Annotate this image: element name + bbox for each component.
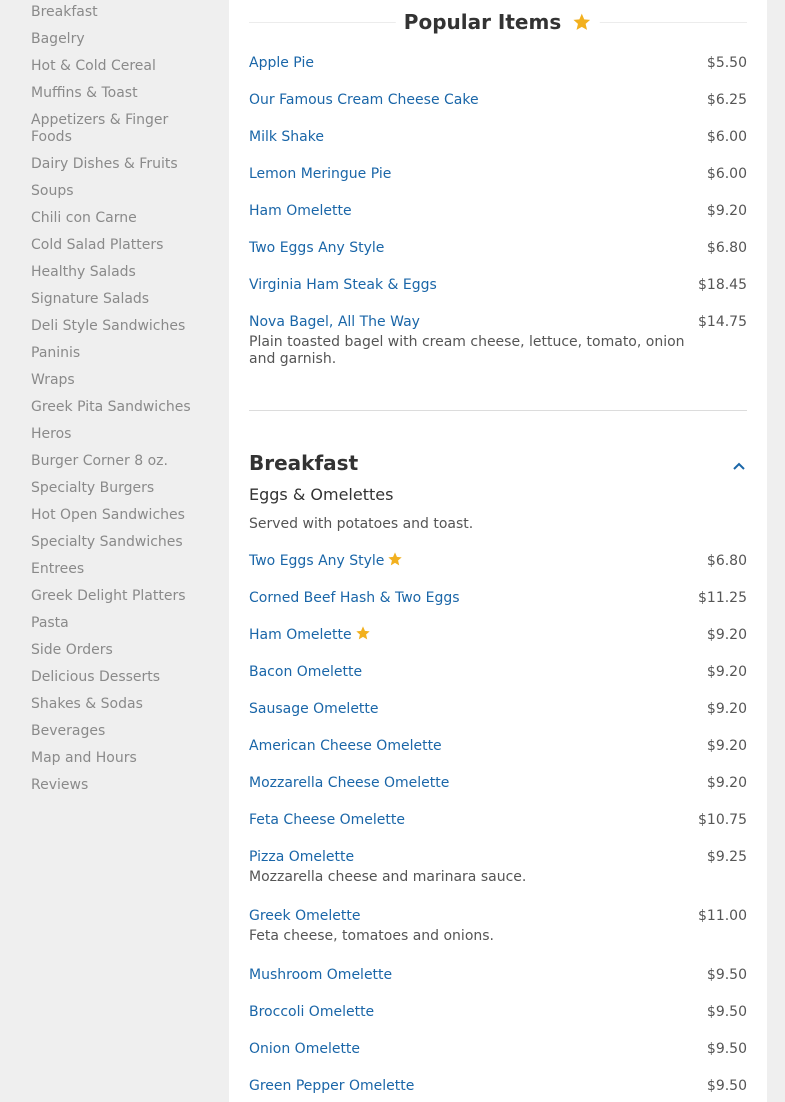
menu-item[interactable] [249, 773, 747, 793]
sidebar-item-greek-delight[interactable]: Greek Delight Platters [31, 588, 186, 604]
item-name[interactable]: Mushroom Omelette [249, 967, 393, 983]
item-name[interactable] [249, 551, 747, 571]
menu-item[interactable] [249, 736, 747, 756]
sidebar-item-paninis[interactable]: Paninis [31, 345, 81, 361]
item-price: $9.20 [706, 738, 747, 754]
sidebar-item-heros[interactable]: Heros [31, 426, 72, 442]
sidebar-item-breakfast[interactable]: Breakfast [31, 4, 98, 20]
item-price: $9.25 [706, 849, 747, 865]
menu-content [229, 0, 767, 1102]
star-icon [355, 625, 371, 641]
sidebar-item-muffins-toast[interactable]: Muffins & Toast [31, 85, 138, 101]
item-price: $9.20 [706, 203, 747, 219]
sidebar-item-wraps[interactable]: Wraps [31, 372, 75, 388]
item-price: $5.50 [706, 55, 747, 71]
sidebar-item-chili[interactable]: Chili con Carne [31, 210, 137, 226]
item-price: $10.75 [698, 812, 747, 828]
item-price: $9.50 [706, 967, 747, 983]
item-description: Plain toasted bagel with cream cheese, lettuce, tomato, onion and garnish. [249, 334, 685, 367]
menu-item[interactable] [249, 699, 747, 719]
item-price: $18.45 [698, 277, 747, 293]
item-price: $6.00 [706, 129, 747, 145]
sidebar-item-shakes-sodas[interactable]: Shakes & Sodas [31, 696, 143, 712]
item-name[interactable]: Nova Bagel, All The Way [249, 314, 420, 330]
item-name[interactable]: Sausage Omelette [249, 701, 379, 717]
menu-item[interactable] [249, 662, 747, 682]
item-description: Feta cheese, tomatoes and onions. [249, 928, 495, 944]
item-name[interactable]: Bacon Omelette [249, 664, 363, 680]
item-name[interactable]: Green Pepper Omelette [249, 1078, 415, 1094]
section-divider [249, 410, 747, 411]
subcategory-description: Served with potatoes and toast. [249, 516, 474, 532]
item-price: $11.00 [698, 908, 747, 924]
item-name[interactable]: Greek Omelette [249, 908, 361, 924]
popular-items-header [249, 0, 747, 44]
menu-item[interactable] [249, 625, 747, 645]
item-name[interactable]: Virginia Ham Steak & Eggs [249, 277, 437, 293]
sidebar-item-greek-pita[interactable]: Greek Pita Sandwiches [31, 399, 191, 415]
sidebar-item-deli-sandwiches[interactable]: Deli Style Sandwiches [31, 318, 186, 334]
category-sidebar [0, 0, 229, 1102]
sidebar-item-desserts[interactable]: Delicious Desserts [31, 669, 161, 685]
star-icon [387, 551, 403, 567]
menu-item[interactable] [249, 810, 747, 830]
item-name[interactable]: Corned Beef Hash & Two Eggs [249, 590, 460, 606]
menu-item[interactable] [249, 1076, 747, 1096]
popular-items-title: Popular Items [403, 10, 562, 34]
popular-item[interactable] [249, 238, 747, 258]
sidebar-item-hot-cold-cereal[interactable]: Hot & Cold Cereal [31, 58, 156, 74]
item-price: $9.20 [706, 701, 747, 717]
sidebar-item-burger-corner[interactable]: Burger Corner 8 oz. [31, 453, 168, 469]
popular-item[interactable] [249, 312, 747, 368]
item-name-text[interactable]: Two Eggs Any Style [249, 553, 385, 569]
popular-item[interactable] [249, 275, 747, 295]
item-name[interactable]: Apple Pie [249, 55, 314, 71]
item-name[interactable]: Two Eggs Any Style [249, 240, 385, 256]
star-icon [572, 12, 592, 32]
sidebar-item-beverages[interactable]: Beverages [31, 723, 106, 739]
sidebar-item-reviews[interactable]: Reviews [31, 777, 89, 793]
item-price: $6.80 [706, 553, 747, 569]
item-name[interactable]: Broccoli Omelette [249, 1004, 375, 1020]
sidebar-item-entrees[interactable]: Entrees [31, 561, 85, 577]
sidebar-item-hot-open-sandwiches[interactable]: Hot Open Sandwiches [31, 507, 185, 523]
subcategory-title: Eggs & Omelettes [249, 485, 394, 504]
popular-items-title-wrap [396, 10, 600, 34]
item-name[interactable]: Ham Omelette [249, 203, 352, 219]
item-name[interactable]: Milk Shake [249, 129, 324, 145]
sidebar-item-side-orders[interactable]: Side Orders [31, 642, 113, 658]
item-price: $14.75 [698, 314, 747, 330]
item-name[interactable]: Onion Omelette [249, 1041, 361, 1057]
popular-item[interactable] [249, 127, 747, 147]
sidebar-item-soups[interactable]: Soups [31, 183, 74, 199]
menu-item[interactable] [249, 847, 747, 886]
item-price: $9.50 [706, 1078, 747, 1094]
item-name[interactable]: American Cheese Omelette [249, 738, 442, 754]
sidebar-item-signature-salads[interactable]: Signature Salads [31, 291, 150, 307]
popular-item[interactable] [249, 201, 747, 221]
item-name[interactable]: Mozzarella Cheese Omelette [249, 775, 450, 791]
menu-item[interactable] [249, 906, 747, 945]
item-price: $9.20 [706, 627, 747, 643]
item-description: Mozzarella cheese and marinara sauce. [249, 869, 527, 885]
sidebar-item-cold-salad[interactable]: Cold Salad Platters [31, 237, 164, 253]
item-name[interactable]: Our Famous Cream Cheese Cake [249, 92, 479, 108]
item-price: $6.25 [706, 92, 747, 108]
sidebar-item-pasta[interactable]: Pasta [31, 615, 69, 631]
menu-item[interactable] [249, 965, 747, 985]
sidebar-item-healthy-salads[interactable]: Healthy Salads [31, 264, 136, 280]
sidebar-item-map-hours[interactable]: Map and Hours [31, 750, 137, 766]
popular-item[interactable] [249, 164, 747, 184]
item-price: $6.00 [706, 166, 747, 182]
popular-item[interactable] [249, 53, 747, 73]
sidebar-item-bagelry[interactable]: Bagelry [31, 31, 85, 47]
item-price: $9.20 [706, 775, 747, 791]
sidebar-item-dairy-dishes[interactable]: Dairy Dishes & Fruits [31, 156, 178, 172]
sidebar-item-specialty-burgers[interactable]: Specialty Burgers [31, 480, 155, 496]
chevron-up-icon[interactable] [731, 458, 747, 474]
item-price: $11.25 [698, 590, 747, 606]
menu-item[interactable] [249, 551, 747, 571]
item-name-text[interactable]: Ham Omelette [249, 627, 352, 643]
item-price: $6.80 [706, 240, 747, 256]
item-price: $9.50 [706, 1004, 747, 1020]
item-name[interactable] [249, 625, 747, 645]
popular-item[interactable] [249, 90, 747, 110]
sidebar-item-specialty-sandwiches[interactable]: Specialty Sandwiches [31, 534, 183, 550]
item-name[interactable]: Feta Cheese Omelette [249, 812, 406, 828]
menu-item[interactable] [249, 1002, 747, 1022]
item-name[interactable]: Pizza Omelette [249, 849, 355, 865]
menu-item[interactable] [249, 588, 747, 608]
sidebar-item-appetizers[interactable]: Appetizers & Finger Foods [31, 112, 169, 145]
item-price: $9.50 [706, 1041, 747, 1057]
category-title: Breakfast [249, 451, 359, 475]
item-price: $9.20 [706, 664, 747, 680]
item-name[interactable]: Lemon Meringue Pie [249, 166, 392, 182]
menu-item[interactable] [249, 1039, 747, 1059]
